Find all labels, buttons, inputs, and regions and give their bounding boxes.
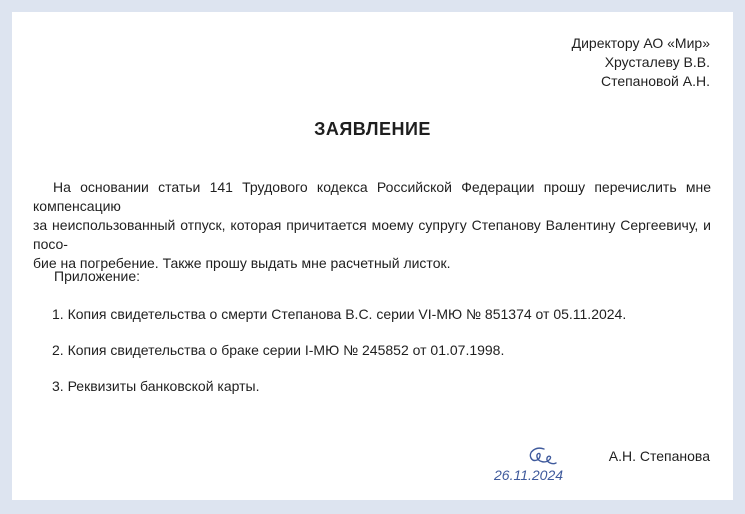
body-line-3: бие на погребение. Также прошу выдать мне расчетный листок.	[33, 255, 451, 271]
addressee-line-3: Степановой А.Н.	[600, 73, 710, 89]
body-paragraph	[33, 178, 711, 273]
document-page	[12, 12, 733, 500]
body-line-1: На основании статьи 141 Трудового кодекса Российской Федерации прошу перечислить мне компенсацию	[33, 179, 711, 214]
handwritten-signature	[522, 444, 562, 468]
addressee-line-2: Хрусталеву В.В.	[604, 54, 710, 70]
addressee-block	[572, 34, 710, 91]
attachment-item-3: 3. Реквизиты банковской карты.	[52, 378, 260, 394]
attachments-heading: Приложение:	[54, 268, 141, 284]
document-title: ЗАЯВЛЕНИЕ	[314, 119, 431, 139]
signatory-name: А.Н. Степанова	[608, 448, 710, 464]
attachment-item-1: 1. Копия свидетельства о смерти Степанова В.С. серии VI-МЮ № 851374 от 05.11.2024.	[52, 306, 627, 322]
attachment-item-2: 2. Копия свидетельства о браке серии I-МЮ № 245852 от 01.07.1998.	[52, 342, 505, 358]
signature-date: 26.11.2024	[494, 467, 564, 483]
addressee-line-1: Директору АО «Мир»	[571, 35, 710, 51]
body-line-2: за неиспользованный отпуск, которая причитается моему супругу Степанову Валентину Сергеевичу, и посо-	[33, 217, 711, 252]
